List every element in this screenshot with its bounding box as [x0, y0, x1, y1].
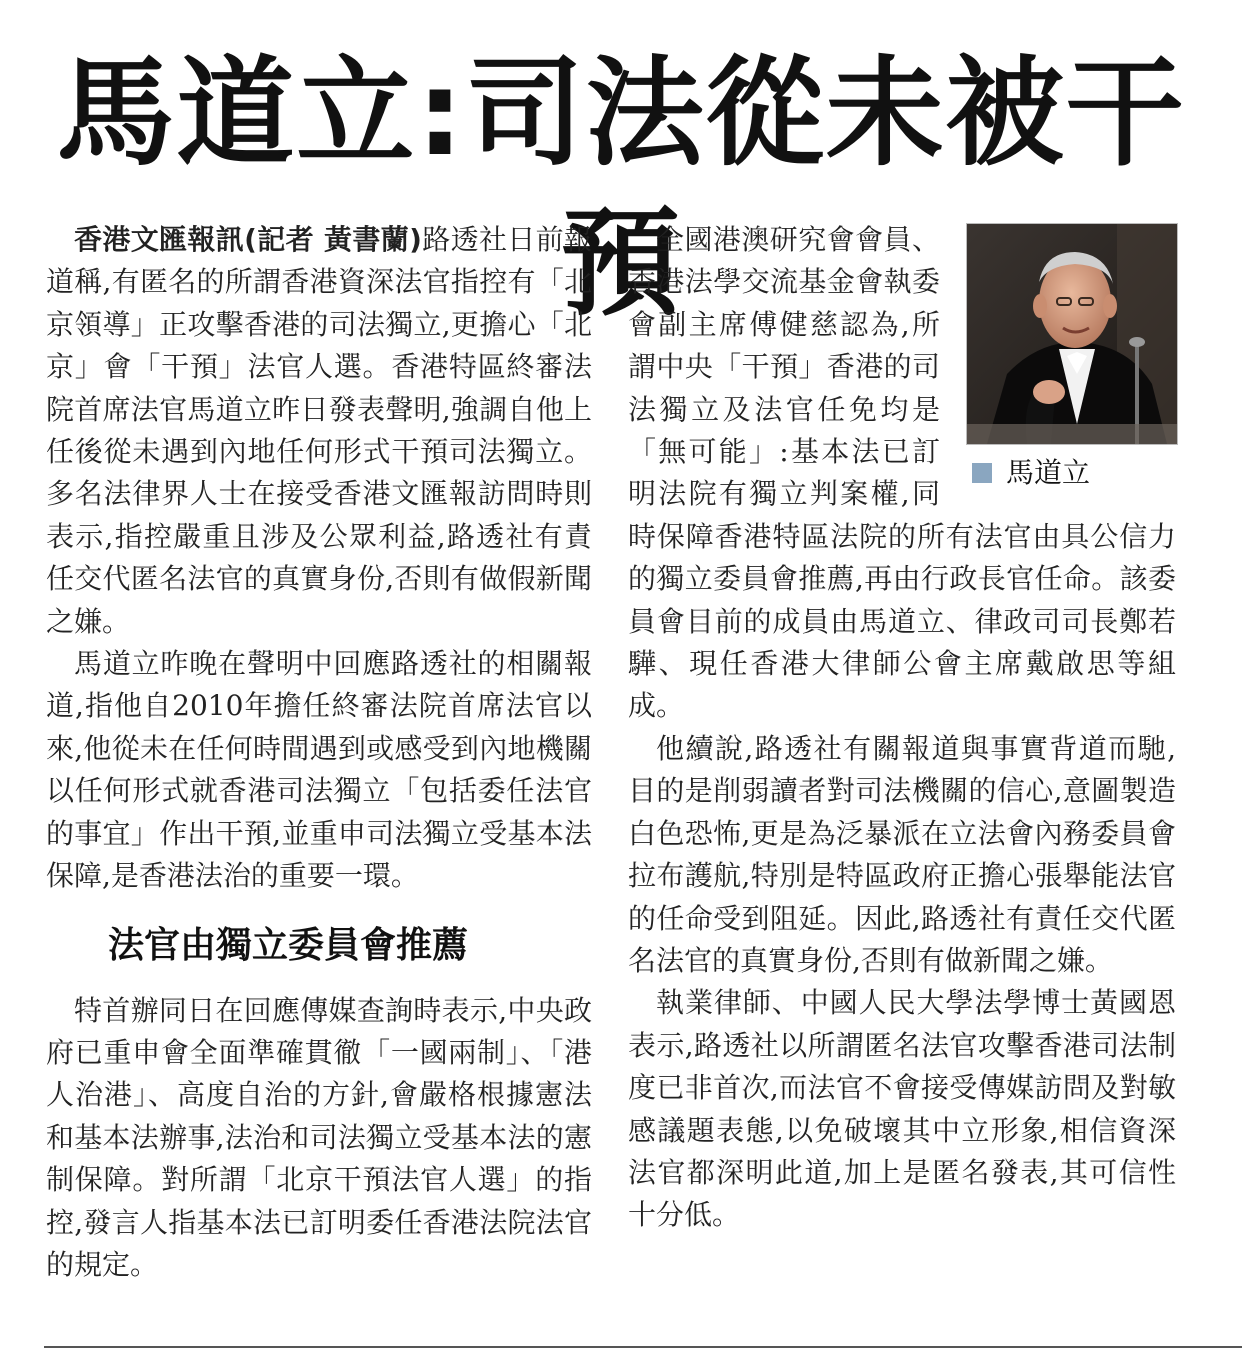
- lead-paragraph: [46, 219, 592, 643]
- portrait-illustration: [967, 224, 1177, 444]
- subheading: 法官由獨立委員會推薦: [108, 924, 469, 966]
- paragraph-2: 馬道立昨晚在聲明中回應路透社的相關報道,指他自2010年擔任終審法院首席法官以來,他從未在任何時間遇到或感受到內地機關以任何形式就香港司法獨立「包括委任法官的事宜」作出干預,並重申司法獨立受基本法保障,是香港法治的重要一環。: [46, 647, 592, 893]
- lead-text: 路透社日前報道稱,有匿名的所謂香港資深法官指控有「北京領導」正攻擊香港的司法獨立,更擔心「北京」會「干預」法官人選。香港特區終審法院首席法官馬道立昨日發表聲明,強調自他上任後從未遇到內地任何形式干預司法獨立。多名法律界人士在接受香港文匯報訪問時則表示,指控嚴重且涉及公眾利益,路透社有責任交代匿名法官的真實身份,否則有做假新聞之嫌。: [46, 223, 592, 638]
- byline: 香港文匯報訊(記者 黃書蘭): [74, 223, 422, 256]
- article-column-left: [46, 219, 592, 1286]
- photo-figure: [966, 223, 1178, 491]
- caption-text: 馬道立: [1006, 456, 1091, 489]
- headline: 馬道立:司法從未被干預: [56, 44, 1186, 332]
- photo-caption: [966, 455, 1178, 491]
- caption-marker: [972, 463, 992, 483]
- paragraph-5: 他續說,路透社有關報道與事實背道而馳,目的是削弱讀者對司法機關的信心,意圖製造白色恐怖,更是為泛暴派在立法會內務委員會拉布護航,特別是特區政府正擔心張舉能法官的任命受到阻延。因此,路透社有責任交代匿名法官的真實身份,否則有做新聞之嫌。: [628, 731, 1176, 977]
- bottom-rule: [44, 1346, 1242, 1348]
- paragraph-4: 全國港澳研究會會員、香港法學交流基金會執委會副主席傅健慈認為,所謂中央「干預」香港的司法獨立及法官任免均是「無可能」:基本法已訂明法院有獨立判案權,同時保障香港特區法院的所有法官由具公信力的獨立委員會推薦,再由行政長官任命。該委員會目前的成員由馬道立、律政司司長鄭若驊、現任香港大律師公會主席戴啟思等組成。: [628, 223, 1176, 723]
- paragraph-3: 特首辦同日在回應傳媒查詢時表示,中央政府已重申會全面準確貫徹「一國兩制」、「港人治港」、高度自治的方針,會嚴格根據憲法和基本法辦事,法治和司法獨立受基本法的憲制保障。對所謂「北京干預法官人選」的指控,發言人指基本法已訂明委任香港法院法官的規定。: [46, 993, 592, 1281]
- portrait-photo: [966, 223, 1178, 445]
- paragraph-6: 執業律師、中國人民大學法學博士黃國恩表示,路透社以所謂匿名法官攻擊香港司法制度已非首次,而法官不會接受傳媒訪問及對敏感議題表態,以免破壞其中立形象,相信資深法官都深明此道,加上是匿名發表,其可信性十分低。: [628, 986, 1176, 1232]
- article-column-right: [628, 219, 1176, 1237]
